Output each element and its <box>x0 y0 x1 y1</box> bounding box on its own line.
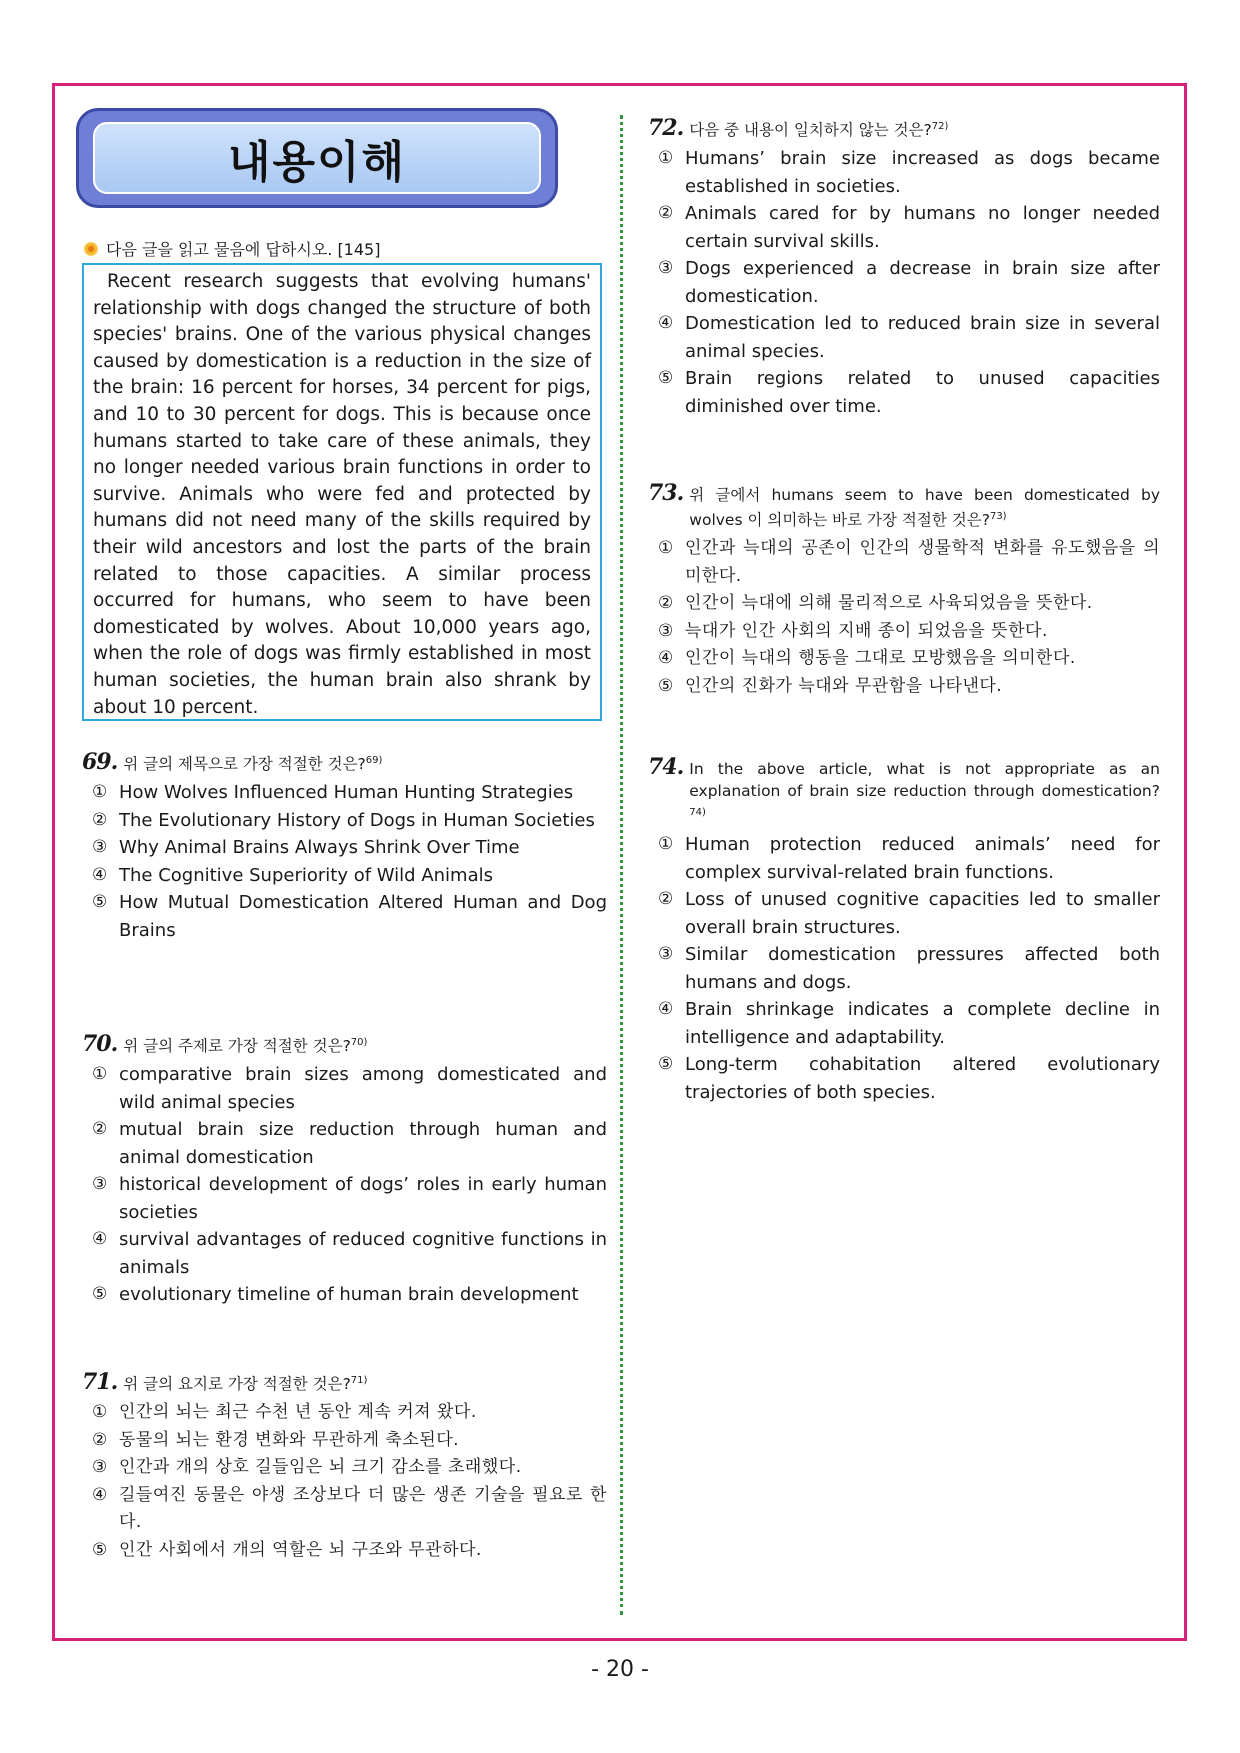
page-number: - 20 - <box>591 1657 649 1682</box>
footnote-ref: 70) <box>350 1037 368 1048</box>
question-70 <box>82 1032 607 1309</box>
option-3[interactable]: ③ 인간과 개의 상호 길들임은 뇌 크기 감소를 초래했다. <box>92 1457 522 1478</box>
option-3[interactable]: ③ 늑대가 인간 사회의 지배 종이 되었음을 뜻한다. <box>658 620 1048 641</box>
question-71 <box>82 1370 607 1564</box>
option-2[interactable]: ② Animals cared for by humans no longer needed certain survival skills. <box>658 203 1160 252</box>
option-3[interactable]: ③ Similar domestication pressures affected both humans and dogs. <box>658 944 1160 993</box>
option-1[interactable]: ① Humans’ brain size increased as dogs became established in societies. <box>658 148 1160 197</box>
option-2[interactable]: ② mutual brain size reduction through human and animal domestication <box>92 1119 607 1168</box>
option-4[interactable]: ④ 인간이 늑대의 행동을 그대로 모방했음을 의미한다. <box>658 648 1076 669</box>
option-1[interactable]: ① comparative brain sizes among domesticated and wild animal species <box>92 1064 607 1113</box>
question-prompt: 위 글의 요지로 가장 적절한 것은?$^{71)}$ <box>123 1375 368 1394</box>
question-74 <box>648 756 1160 1106</box>
question-69 <box>82 750 607 944</box>
option-5[interactable]: ⑤ 인간 사회에서 개의 역할은 뇌 구조와 무관하다. <box>92 1539 482 1560</box>
option-3[interactable]: ③ Dogs experienced a decrease in brain size after domestication. <box>658 258 1160 307</box>
option-2[interactable]: ② 동물의 뇌는 환경 변화와 무관하게 축소된다. <box>92 1429 460 1450</box>
question-number: 73. <box>648 480 684 506</box>
section-title-box <box>76 108 558 208</box>
question-prompt: 위 글에서 humans seem to have been domesticated by wolves 이 의미하는 바로 가장 적절한 것은?$^{73)}$ <box>689 486 1160 530</box>
footnote-ref: 71) <box>350 1375 368 1386</box>
option-4[interactable]: ④ The Cognitive Superiority of Wild Animals <box>92 864 493 886</box>
option-list <box>82 1061 607 1309</box>
option-list <box>648 831 1160 1106</box>
option-1[interactable]: ① How Wolves Influenced Human Hunting Strategies <box>92 782 574 804</box>
option-1[interactable]: ① Human protection reduced animals’ need for complex survival-related brain functions. <box>658 834 1160 883</box>
question-72 <box>648 116 1160 420</box>
section-title: 내용이해 <box>227 137 406 188</box>
option-2[interactable]: ② 인간이 늑대에 의해 물리적으로 사육되었음을 뜻한다. <box>658 593 1093 614</box>
footnote-ref: 72) <box>931 121 949 132</box>
column-divider <box>620 115 623 1615</box>
option-3[interactable]: ③ Why Animal Brains Always Shrink Over Time <box>92 837 520 859</box>
question-73 <box>648 482 1160 700</box>
question-header <box>82 1370 607 1395</box>
option-list <box>82 1399 607 1564</box>
option-list <box>82 779 607 944</box>
question-prompt: In the above article, what is not appropriate as an explanation of brain size reduction through domestication?$^{74)}$ <box>689 760 1160 818</box>
instruction <box>82 237 380 260</box>
option-list <box>648 535 1160 700</box>
section-title-inner <box>93 122 541 194</box>
question-header <box>648 116 1160 141</box>
footnote-ref: 74) <box>689 807 706 818</box>
question-number: 69. <box>82 749 118 776</box>
question-prompt: 위 글의 주제로 가장 적절한 것은?$^{70)}$ <box>123 1037 368 1056</box>
footnote-ref: 73) <box>989 511 1007 522</box>
option-4[interactable]: ④ Brain shrinkage indicates a complete decline in intelligence and adaptability. <box>658 999 1160 1048</box>
question-header <box>82 750 607 775</box>
option-4[interactable]: ④ survival advantages of reduced cognitive functions in animals <box>92 1229 607 1278</box>
option-5[interactable]: ⑤ evolutionary timeline of human brain development <box>92 1284 579 1306</box>
option-5[interactable]: ⑤ Brain regions related to unused capacities diminished over time. <box>658 368 1160 417</box>
question-header <box>648 756 1160 827</box>
option-5[interactable]: ⑤ Long-term cohabitation altered evolutionary trajectories of both species. <box>658 1054 1160 1103</box>
question-prompt: 다음 중 내용이 일치하지 않는 것은?$^{72)}$ <box>689 121 949 140</box>
question-number: 74. <box>648 754 684 780</box>
option-2[interactable]: ② Loss of unused cognitive capacities led to smaller overall brain structures. <box>658 889 1160 938</box>
question-number: 70. <box>82 1031 118 1058</box>
instruction-text: 다음 글을 읽고 물음에 답하시오. [145] <box>106 240 381 259</box>
flower-icon <box>82 240 100 258</box>
question-header <box>82 1032 607 1057</box>
option-1[interactable]: ① 인간의 뇌는 최근 수천 년 동안 계속 커져 왔다. <box>92 1402 477 1423</box>
question-number: 71. <box>82 1369 118 1396</box>
reading-passage: Recent research suggests that evolving humans' relationship with dogs changed the structure of both species' brains. One of the various physical changes caused by domestication is a reduction in the size of the brain: 16 percent for horses, 34 percent for pigs, and 10 to 30 percent for dogs. This is because once humans started to take care of these animals, they no longer needed various brain functions in order to survive. Animals who were fed and protected by humans did not need many of the skills required by their wild ancestors and lost the parts of the brain related to those capacities. A similar process occurred for humans, who seem to have been domesticated by wolves. About 10,000 years ago, when the role of dogs was firmly established in most human societies, the human brain also shrank by about 10 percent. <box>82 263 602 721</box>
question-prompt: 위 글의 제목으로 가장 적절한 것은?$^{69)}$ <box>123 755 383 774</box>
option-5[interactable]: ⑤ 인간의 진화가 늑대와 무관함을 나타낸다. <box>658 675 1003 696</box>
footnote-ref: 69) <box>365 755 383 766</box>
option-4[interactable]: ④ 길들여진 동물은 야생 조상보다 더 많은 생존 기술을 필요로 한다. <box>92 1484 607 1533</box>
question-number: 72. <box>648 115 684 142</box>
question-header <box>648 482 1160 531</box>
option-5[interactable]: ⑤ How Mutual Domestication Altered Human and Dog Brains <box>92 892 607 941</box>
option-4[interactable]: ④ Domestication led to reduced brain size in several animal species. <box>658 313 1160 362</box>
option-1[interactable]: ① 인간과 늑대의 공존이 인간의 생물학적 변화를 유도했음을 의미한다. <box>658 538 1160 586</box>
option-list <box>648 145 1160 420</box>
option-2[interactable]: ② The Evolutionary History of Dogs in Human Societies <box>92 809 595 831</box>
option-3[interactable]: ③ historical development of dogs’ roles in early human societies <box>92 1174 607 1223</box>
